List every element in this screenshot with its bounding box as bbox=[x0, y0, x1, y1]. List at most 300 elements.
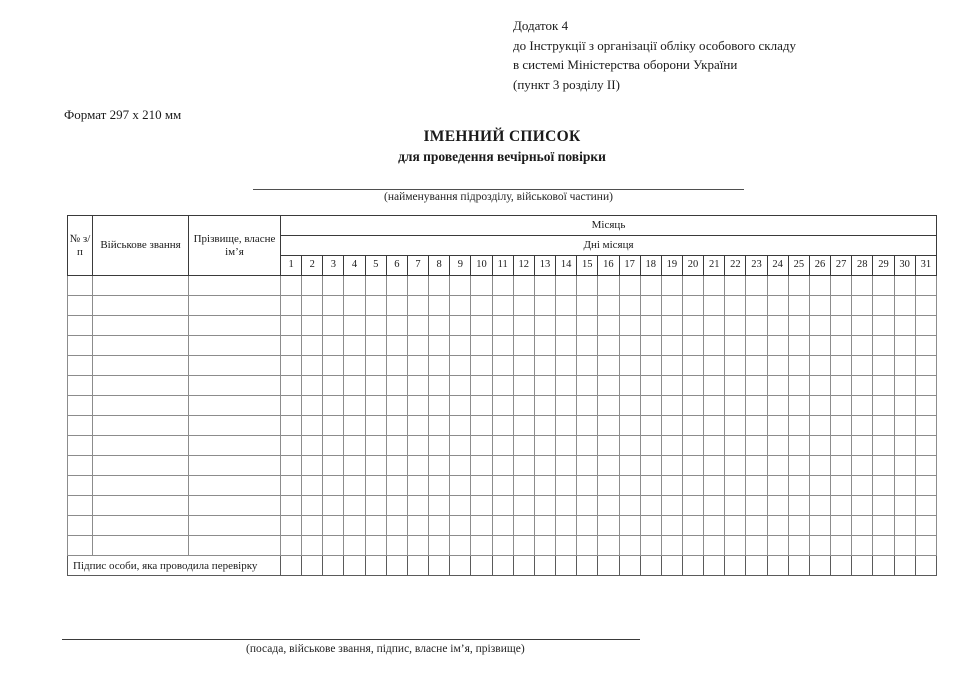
cell-name bbox=[189, 356, 281, 376]
cell-day-mark bbox=[809, 496, 830, 516]
entry-row bbox=[68, 496, 937, 516]
cell-day-mark bbox=[302, 296, 323, 316]
cell-day-mark bbox=[873, 456, 894, 476]
cell-day-mark bbox=[873, 396, 894, 416]
day-number-18: 18 bbox=[640, 256, 661, 276]
cell-day-mark bbox=[873, 356, 894, 376]
cell-day-mark bbox=[386, 276, 407, 296]
cell-day-mark bbox=[831, 336, 852, 356]
cell-day-mark bbox=[809, 296, 830, 316]
cell-day-mark bbox=[450, 316, 471, 336]
cell-day-mark bbox=[344, 316, 365, 336]
cell-number bbox=[68, 276, 93, 296]
cell-day-mark bbox=[534, 496, 555, 516]
cell-day-mark bbox=[661, 276, 682, 296]
cell-day-mark bbox=[767, 396, 788, 416]
cell-day-mark bbox=[323, 476, 344, 496]
cell-day-mark bbox=[365, 276, 386, 296]
cell-day-mark bbox=[598, 416, 619, 436]
cell-day-mark bbox=[619, 476, 640, 496]
cell-day-mark bbox=[640, 316, 661, 336]
cell-day-mark bbox=[344, 516, 365, 536]
footer-day-cell bbox=[809, 556, 830, 576]
cell-day-mark bbox=[407, 496, 428, 516]
cell-day-mark bbox=[344, 476, 365, 496]
cell-day-mark bbox=[852, 356, 873, 376]
day-number-5: 5 bbox=[365, 256, 386, 276]
cell-day-mark bbox=[767, 436, 788, 456]
cell-day-mark bbox=[302, 316, 323, 336]
cell-day-mark bbox=[429, 336, 450, 356]
cell-day-mark bbox=[513, 496, 534, 516]
footer-day-cell bbox=[344, 556, 365, 576]
cell-day-mark bbox=[831, 516, 852, 536]
day-number-15: 15 bbox=[577, 256, 598, 276]
day-number-14: 14 bbox=[556, 256, 577, 276]
day-number-4: 4 bbox=[344, 256, 365, 276]
cell-day-mark bbox=[556, 396, 577, 416]
cell-day-mark bbox=[323, 276, 344, 296]
cell-day-mark bbox=[365, 376, 386, 396]
day-number-17: 17 bbox=[619, 256, 640, 276]
cell-day-mark bbox=[640, 516, 661, 536]
cell-number bbox=[68, 476, 93, 496]
cell-rank bbox=[93, 296, 189, 316]
footer-day-cell bbox=[704, 556, 725, 576]
cell-day-mark bbox=[873, 296, 894, 316]
cell-day-mark bbox=[492, 376, 513, 396]
cell-day-mark bbox=[788, 296, 809, 316]
cell-day-mark bbox=[704, 316, 725, 336]
cell-day-mark bbox=[809, 536, 830, 556]
footer-day-cell bbox=[852, 556, 873, 576]
footer-day-cell bbox=[725, 556, 746, 576]
day-number-7: 7 bbox=[407, 256, 428, 276]
day-number-8: 8 bbox=[429, 256, 450, 276]
cell-day-mark bbox=[788, 496, 809, 516]
cell-day-mark bbox=[598, 516, 619, 536]
cell-day-mark bbox=[704, 336, 725, 356]
footer-day-cell bbox=[323, 556, 344, 576]
cell-day-mark bbox=[809, 516, 830, 536]
cell-day-mark bbox=[598, 476, 619, 496]
cell-day-mark bbox=[577, 396, 598, 416]
cell-day-mark bbox=[725, 376, 746, 396]
day-number-16: 16 bbox=[598, 256, 619, 276]
cell-day-mark bbox=[513, 336, 534, 356]
footer-day-cell bbox=[492, 556, 513, 576]
cell-day-mark bbox=[915, 396, 936, 416]
cell-day-mark bbox=[746, 276, 767, 296]
cell-number bbox=[68, 536, 93, 556]
column-header-days-of-month: Дні місяця bbox=[281, 236, 937, 256]
cell-day-mark bbox=[831, 476, 852, 496]
cell-day-mark bbox=[852, 296, 873, 316]
day-number-19: 19 bbox=[661, 256, 682, 276]
footer-day-cell bbox=[513, 556, 534, 576]
cell-day-mark bbox=[767, 416, 788, 436]
cell-day-mark bbox=[302, 336, 323, 356]
cell-day-mark bbox=[323, 496, 344, 516]
cell-day-mark bbox=[407, 336, 428, 356]
cell-day-mark bbox=[640, 296, 661, 316]
cell-day-mark bbox=[386, 296, 407, 316]
cell-day-mark bbox=[302, 436, 323, 456]
cell-day-mark bbox=[767, 276, 788, 296]
cell-day-mark bbox=[788, 416, 809, 436]
cell-day-mark bbox=[344, 436, 365, 456]
appendix-line-3: в системі Міністерства оборони України bbox=[513, 57, 738, 72]
day-number-29: 29 bbox=[873, 256, 894, 276]
cell-day-mark bbox=[365, 536, 386, 556]
cell-day-mark bbox=[640, 416, 661, 436]
cell-day-mark bbox=[407, 296, 428, 316]
cell-day-mark bbox=[788, 316, 809, 336]
cell-day-mark bbox=[704, 376, 725, 396]
cell-day-mark bbox=[809, 456, 830, 476]
cell-day-mark bbox=[598, 396, 619, 416]
cell-day-mark bbox=[429, 316, 450, 336]
cell-day-mark bbox=[767, 356, 788, 376]
cell-day-mark bbox=[598, 336, 619, 356]
cell-day-mark bbox=[534, 296, 555, 316]
cell-day-mark bbox=[471, 516, 492, 536]
cell-day-mark bbox=[577, 496, 598, 516]
cell-day-mark bbox=[534, 336, 555, 356]
cell-day-mark bbox=[471, 416, 492, 436]
cell-name bbox=[189, 376, 281, 396]
cell-day-mark bbox=[704, 296, 725, 316]
cell-day-mark bbox=[450, 536, 471, 556]
footer-day-cell bbox=[619, 556, 640, 576]
cell-day-mark bbox=[894, 476, 915, 496]
cell-day-mark bbox=[809, 416, 830, 436]
cell-rank bbox=[93, 376, 189, 396]
cell-day-mark bbox=[365, 456, 386, 476]
footer-day-cell bbox=[407, 556, 428, 576]
cell-day-mark bbox=[746, 456, 767, 476]
appendix-line-1: Додаток 4 bbox=[513, 18, 569, 33]
cell-day-mark bbox=[915, 296, 936, 316]
cell-day-mark bbox=[598, 536, 619, 556]
cell-day-mark bbox=[661, 536, 682, 556]
cell-day-mark bbox=[471, 376, 492, 396]
cell-day-mark bbox=[534, 316, 555, 336]
cell-day-mark bbox=[704, 396, 725, 416]
cell-day-mark bbox=[852, 476, 873, 496]
entry-row bbox=[68, 456, 937, 476]
day-number-13: 13 bbox=[534, 256, 555, 276]
cell-day-mark bbox=[725, 516, 746, 536]
cell-day-mark bbox=[915, 536, 936, 556]
cell-day-mark bbox=[577, 536, 598, 556]
cell-day-mark bbox=[873, 436, 894, 456]
cell-day-mark bbox=[492, 316, 513, 336]
cell-number bbox=[68, 436, 93, 456]
cell-day-mark bbox=[471, 316, 492, 336]
appendix-line-2: до Інструкції з організації обліку особового складу bbox=[513, 37, 796, 53]
cell-day-mark bbox=[619, 296, 640, 316]
cell-day-mark bbox=[429, 356, 450, 376]
cell-day-mark bbox=[746, 476, 767, 496]
cell-day-mark bbox=[746, 516, 767, 536]
cell-day-mark bbox=[915, 336, 936, 356]
cell-day-mark bbox=[704, 456, 725, 476]
day-number-30: 30 bbox=[894, 256, 915, 276]
cell-day-mark bbox=[682, 476, 703, 496]
cell-day-mark bbox=[661, 316, 682, 336]
column-header-number: № з/п bbox=[68, 216, 93, 276]
cell-name bbox=[189, 516, 281, 536]
footer-day-cell bbox=[873, 556, 894, 576]
cell-rank bbox=[93, 536, 189, 556]
cell-number bbox=[68, 336, 93, 356]
entry-row bbox=[68, 416, 937, 436]
cell-number bbox=[68, 416, 93, 436]
day-number-26: 26 bbox=[809, 256, 830, 276]
cell-day-mark bbox=[302, 476, 323, 496]
cell-day-mark bbox=[746, 496, 767, 516]
cell-day-mark bbox=[556, 276, 577, 296]
cell-name bbox=[189, 336, 281, 356]
cell-day-mark bbox=[661, 336, 682, 356]
column-header-rank: Військове звання bbox=[93, 216, 189, 276]
cell-day-mark bbox=[344, 276, 365, 296]
cell-day-mark bbox=[640, 496, 661, 516]
cell-day-mark bbox=[852, 336, 873, 356]
cell-day-mark bbox=[640, 276, 661, 296]
cell-day-mark bbox=[894, 516, 915, 536]
cell-day-mark bbox=[513, 376, 534, 396]
cell-day-mark bbox=[746, 296, 767, 316]
cell-day-mark bbox=[556, 296, 577, 316]
footer-day-cell bbox=[788, 556, 809, 576]
cell-day-mark bbox=[471, 276, 492, 296]
cell-name bbox=[189, 536, 281, 556]
cell-rank bbox=[93, 276, 189, 296]
cell-day-mark bbox=[323, 456, 344, 476]
cell-day-mark bbox=[788, 356, 809, 376]
cell-day-mark bbox=[492, 296, 513, 316]
cell-day-mark bbox=[534, 456, 555, 476]
cell-day-mark bbox=[534, 516, 555, 536]
cell-day-mark bbox=[492, 496, 513, 516]
footer-day-cell bbox=[746, 556, 767, 576]
cell-day-mark bbox=[344, 356, 365, 376]
cell-day-mark bbox=[429, 476, 450, 496]
cell-day-mark bbox=[915, 356, 936, 376]
cell-day-mark bbox=[767, 516, 788, 536]
cell-day-mark bbox=[619, 356, 640, 376]
cell-day-mark bbox=[894, 416, 915, 436]
cell-day-mark bbox=[429, 276, 450, 296]
cell-day-mark bbox=[725, 456, 746, 476]
cell-day-mark bbox=[386, 356, 407, 376]
cell-number bbox=[68, 396, 93, 416]
cell-day-mark bbox=[788, 396, 809, 416]
cell-day-mark bbox=[598, 276, 619, 296]
cell-day-mark bbox=[746, 436, 767, 456]
cell-day-mark bbox=[788, 536, 809, 556]
cell-day-mark bbox=[281, 496, 302, 516]
cell-day-mark bbox=[513, 456, 534, 476]
cell-day-mark bbox=[450, 396, 471, 416]
cell-day-mark bbox=[873, 336, 894, 356]
cell-day-mark bbox=[894, 536, 915, 556]
cell-day-mark bbox=[556, 356, 577, 376]
day-number-2: 2 bbox=[302, 256, 323, 276]
cell-day-mark bbox=[429, 376, 450, 396]
cell-day-mark bbox=[788, 276, 809, 296]
cell-day-mark bbox=[281, 376, 302, 396]
cell-day-mark bbox=[704, 356, 725, 376]
cell-day-mark bbox=[640, 336, 661, 356]
cell-day-mark bbox=[788, 436, 809, 456]
cell-day-mark bbox=[767, 376, 788, 396]
cell-day-mark bbox=[725, 356, 746, 376]
cell-day-mark bbox=[407, 456, 428, 476]
footer-day-cell bbox=[640, 556, 661, 576]
cell-day-mark bbox=[873, 316, 894, 336]
cell-day-mark bbox=[513, 436, 534, 456]
header-row-month bbox=[68, 216, 937, 236]
cell-day-mark bbox=[852, 536, 873, 556]
cell-day-mark bbox=[323, 376, 344, 396]
footer-day-cell bbox=[767, 556, 788, 576]
cell-day-mark bbox=[725, 476, 746, 496]
entry-row bbox=[68, 316, 937, 336]
cell-day-mark bbox=[281, 536, 302, 556]
cell-day-mark bbox=[513, 416, 534, 436]
cell-day-mark bbox=[534, 536, 555, 556]
cell-day-mark bbox=[471, 436, 492, 456]
cell-day-mark bbox=[682, 416, 703, 436]
cell-day-mark bbox=[831, 416, 852, 436]
cell-day-mark bbox=[492, 476, 513, 496]
appendix-note bbox=[513, 16, 796, 94]
cell-day-mark bbox=[619, 276, 640, 296]
cell-day-mark bbox=[577, 336, 598, 356]
day-number-12: 12 bbox=[513, 256, 534, 276]
cell-day-mark bbox=[746, 336, 767, 356]
cell-day-mark bbox=[640, 356, 661, 376]
cell-day-mark bbox=[894, 316, 915, 336]
cell-day-mark bbox=[365, 496, 386, 516]
entry-row bbox=[68, 436, 937, 456]
format-note: Формат 297 х 210 мм bbox=[64, 107, 182, 122]
cell-day-mark bbox=[746, 416, 767, 436]
cell-day-mark bbox=[323, 316, 344, 336]
cell-day-mark bbox=[450, 456, 471, 476]
cell-day-mark bbox=[619, 436, 640, 456]
cell-day-mark bbox=[682, 276, 703, 296]
cell-day-mark bbox=[704, 496, 725, 516]
cell-day-mark bbox=[556, 336, 577, 356]
cell-day-mark bbox=[386, 416, 407, 436]
entry-row bbox=[68, 356, 937, 376]
cell-day-mark bbox=[831, 276, 852, 296]
cell-day-mark bbox=[915, 456, 936, 476]
cell-day-mark bbox=[725, 396, 746, 416]
cell-day-mark bbox=[831, 316, 852, 336]
cell-day-mark bbox=[556, 456, 577, 476]
cell-day-mark bbox=[682, 436, 703, 456]
cell-day-mark bbox=[725, 416, 746, 436]
cell-day-mark bbox=[513, 516, 534, 536]
day-number-10: 10 bbox=[471, 256, 492, 276]
cell-name bbox=[189, 276, 281, 296]
cell-day-mark bbox=[831, 356, 852, 376]
cell-day-mark bbox=[619, 516, 640, 536]
cell-day-mark bbox=[344, 296, 365, 316]
cell-day-mark bbox=[852, 496, 873, 516]
cell-day-mark bbox=[429, 456, 450, 476]
cell-name bbox=[189, 316, 281, 336]
cell-day-mark bbox=[429, 516, 450, 536]
cell-day-mark bbox=[471, 356, 492, 376]
cell-day-mark bbox=[386, 376, 407, 396]
cell-day-mark bbox=[534, 476, 555, 496]
cell-day-mark bbox=[302, 496, 323, 516]
cell-day-mark bbox=[831, 396, 852, 416]
cell-day-mark bbox=[407, 436, 428, 456]
cell-day-mark bbox=[407, 376, 428, 396]
cell-day-mark bbox=[281, 276, 302, 296]
cell-day-mark bbox=[873, 536, 894, 556]
cell-day-mark bbox=[492, 396, 513, 416]
cell-day-mark bbox=[513, 296, 534, 316]
footer-day-cell bbox=[302, 556, 323, 576]
cell-day-mark bbox=[534, 416, 555, 436]
footer-day-cell bbox=[577, 556, 598, 576]
cell-day-mark bbox=[704, 536, 725, 556]
cell-day-mark bbox=[767, 456, 788, 476]
cell-day-mark bbox=[534, 276, 555, 296]
day-number-1: 1 bbox=[281, 256, 302, 276]
cell-rank bbox=[93, 336, 189, 356]
cell-rank bbox=[93, 436, 189, 456]
day-number-25: 25 bbox=[788, 256, 809, 276]
cell-day-mark bbox=[365, 516, 386, 536]
cell-day-mark bbox=[661, 436, 682, 456]
cell-day-mark bbox=[831, 456, 852, 476]
cell-day-mark bbox=[407, 416, 428, 436]
cell-day-mark bbox=[682, 496, 703, 516]
cell-name bbox=[189, 456, 281, 476]
cell-day-mark bbox=[281, 416, 302, 436]
cell-rank bbox=[93, 356, 189, 376]
cell-day-mark bbox=[704, 436, 725, 456]
cell-day-mark bbox=[577, 296, 598, 316]
cell-day-mark bbox=[577, 416, 598, 436]
cell-day-mark bbox=[577, 456, 598, 476]
cell-day-mark bbox=[407, 356, 428, 376]
cell-day-mark bbox=[852, 316, 873, 336]
cell-day-mark bbox=[556, 496, 577, 516]
cell-day-mark bbox=[302, 396, 323, 416]
cell-day-mark bbox=[344, 396, 365, 416]
cell-day-mark bbox=[725, 276, 746, 296]
cell-day-mark bbox=[746, 536, 767, 556]
cell-day-mark bbox=[386, 476, 407, 496]
cell-day-mark bbox=[725, 436, 746, 456]
cell-day-mark bbox=[788, 476, 809, 496]
cell-day-mark bbox=[915, 376, 936, 396]
cell-day-mark bbox=[746, 356, 767, 376]
roll-call-table bbox=[67, 215, 937, 576]
signature-caption: (посада, військове звання, підпис, власне ім’я, прізвище) bbox=[246, 643, 525, 655]
cell-day-mark bbox=[323, 356, 344, 376]
